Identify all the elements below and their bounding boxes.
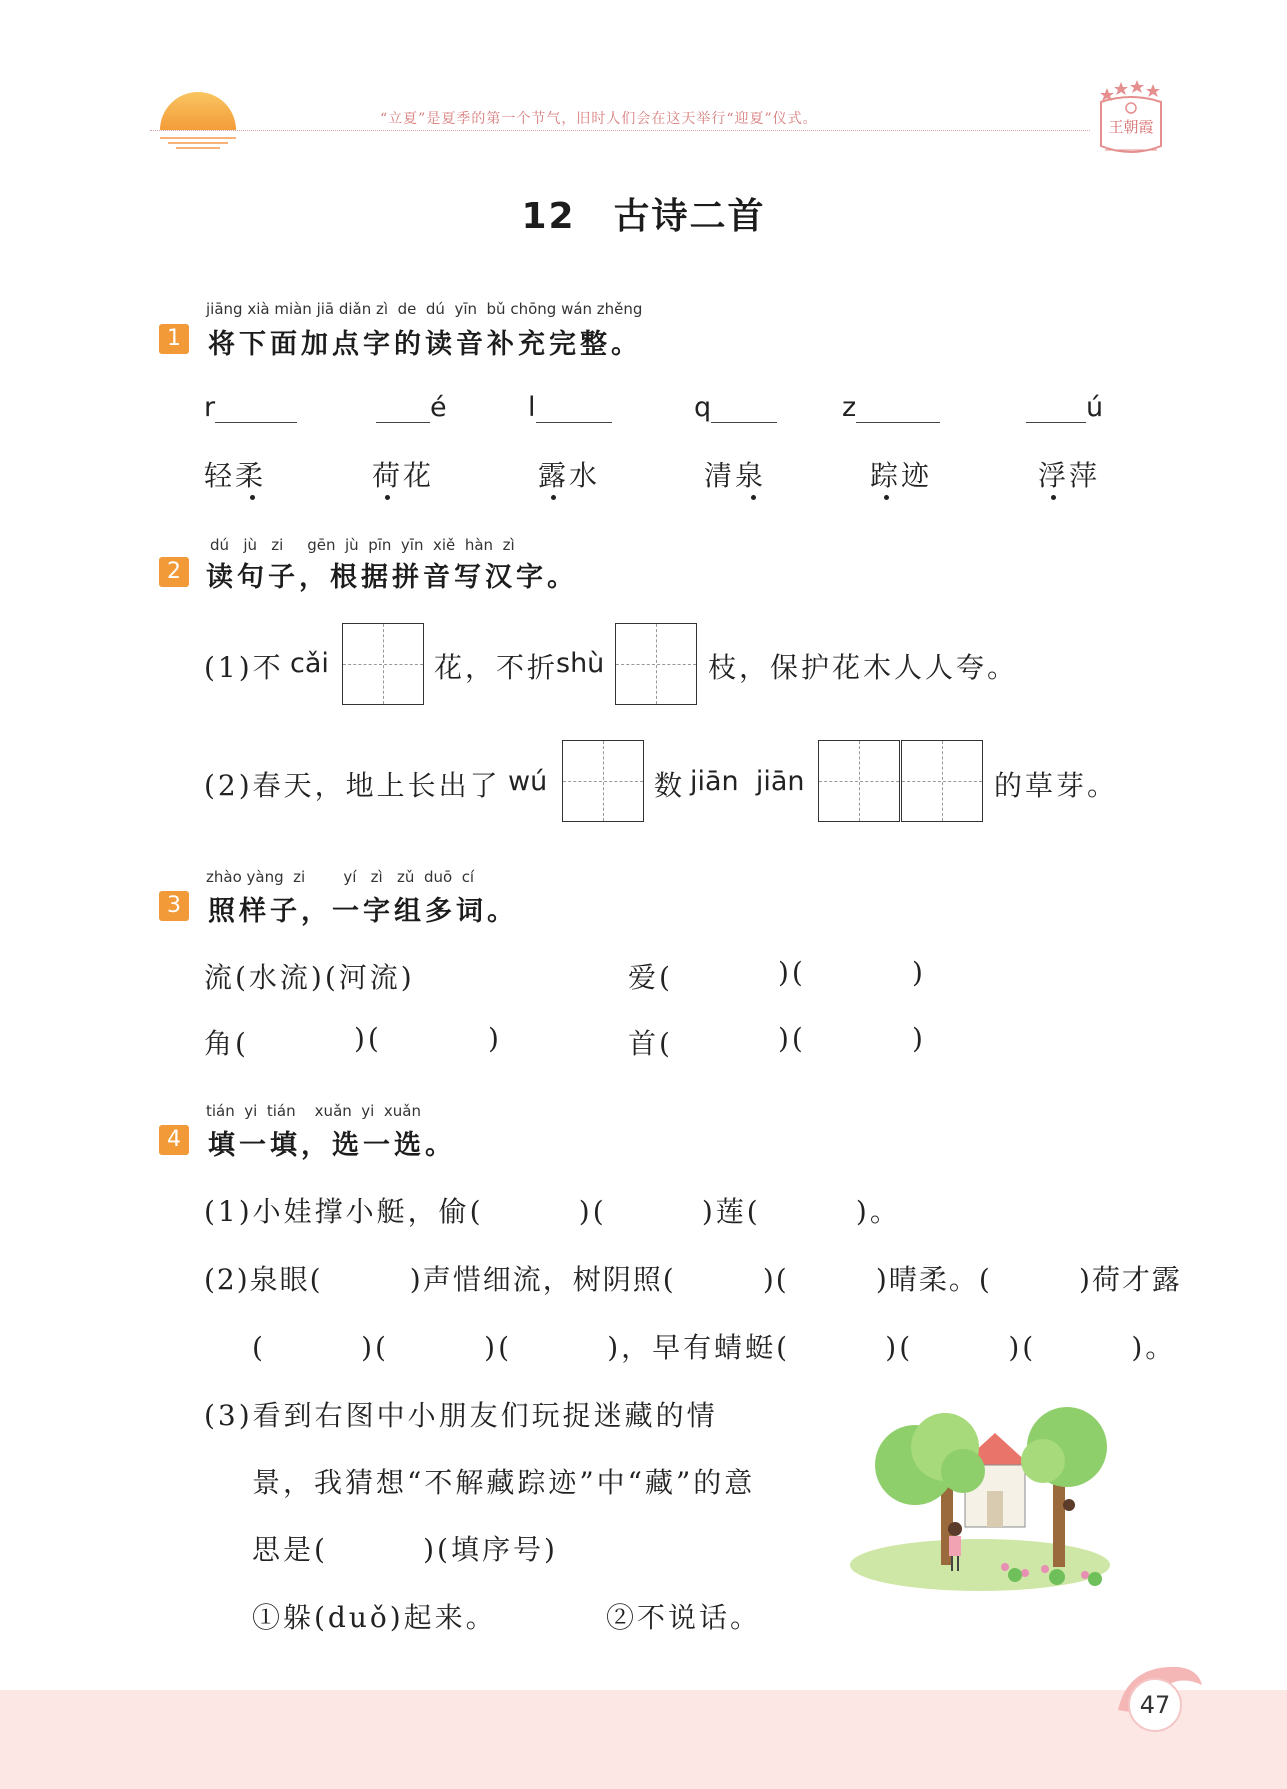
horizon-lines-icon (160, 134, 236, 152)
q1-number-badge: 1 (159, 324, 189, 354)
q2-s1-pinyin-2: shù (556, 648, 605, 679)
q4-line-5: 景，我猜想“不解藏踪迹”中“藏”的意 (252, 1466, 756, 1499)
q2-s2-pinyin-1: wú (508, 766, 548, 797)
emphasis-dot (250, 495, 255, 500)
q3-number-badge: 3 (159, 891, 189, 921)
q2-pinyin: dú jù zi gēn jù pīn yīn xiě hàn zì (210, 536, 515, 554)
q4-option-1: ①躲(duǒ)起来。 (252, 1601, 497, 1634)
q3-item-jiao-end[interactable]: ) (488, 1022, 502, 1055)
q4-line-2: (2)泉眼( )声惜细流，树阴照( )( )晴柔。( )荷才露 (204, 1263, 1182, 1296)
header-note: “立夏”是夏季的第一个节气，旧时人们会在这天举行“迎夏”仪式。 (380, 111, 818, 127)
lesson-title (0, 188, 1287, 239)
q2-s2-pinyin-2: jiān jiān (690, 766, 805, 797)
q1-blank-3[interactable]: l (528, 392, 612, 423)
q2-s2-char-box-1[interactable] (562, 740, 644, 822)
emphasis-dot (385, 495, 390, 500)
q1-blank-4[interactable]: q (694, 392, 777, 423)
q3-pinyin: zhào yàng zi yí zì zǔ duō cí (206, 868, 475, 886)
q3-instruction: 照样子，一字组多词。 (208, 896, 518, 927)
q3-item-jiao: 角( (204, 1027, 249, 1060)
q3-item-ai-mid[interactable]: )( (778, 956, 806, 989)
emphasis-dot (884, 495, 889, 500)
emphasis-dot (751, 495, 756, 500)
q3-item-ai: 爱( (628, 961, 673, 994)
q2-s1-char-box-1[interactable] (342, 623, 424, 705)
q3-item-shou-end[interactable]: ) (912, 1022, 926, 1055)
sunset-logo-icon (160, 92, 236, 130)
q3-example: 流(水流)(河流) (204, 961, 415, 994)
q2-s2-char-box-3[interactable] (901, 740, 983, 822)
lesson-number: 12 (521, 196, 576, 237)
q4-number-badge: 4 (159, 1125, 189, 1155)
q4-line-3: ( )( )( )，早有蜻蜓( )( )( )。 (252, 1331, 1177, 1364)
page-footer-band (0, 1690, 1287, 1789)
q2-s1-char-box-2[interactable] (615, 623, 697, 705)
q1-blank-5[interactable]: z (842, 392, 940, 423)
q2-s1-part-b: 花，不折 (434, 651, 559, 684)
q2-instruction: 读句子，根据拼音写汉字。 (206, 562, 578, 593)
q2-s1-part-a: (1)不 (204, 651, 284, 684)
author-seal-logo (1095, 78, 1167, 162)
q1-word-1: 轻柔 (204, 459, 267, 492)
q1-instruction: 将下面加点字的读音补充完整。 (208, 329, 642, 360)
svg-text:王朝霞: 王朝霞 (1108, 118, 1154, 136)
q2-number-badge: 2 (159, 557, 189, 587)
q1-word-3: 露水 (538, 459, 601, 492)
q1-word-5: 踪迹 (870, 459, 933, 492)
q1-blank-6[interactable]: ú (1026, 392, 1103, 423)
hide-and-seek-illustration (845, 1405, 1115, 1595)
q1-word-4: 清泉 (704, 459, 767, 492)
q4-line-1: (1)小娃撑小艇，偷( )( )莲( )。 (204, 1195, 901, 1228)
q4-pinyin: tián yi tián xuǎn yi xuǎn (206, 1102, 421, 1120)
q4-line-4: (3)看到右图中小朋友们玩捉迷藏的情 (204, 1399, 718, 1432)
header-divider (150, 130, 1090, 131)
q2-s2-part-b: 数 (654, 769, 686, 802)
q1-blank-2[interactable]: é (376, 392, 447, 423)
q3-item-shou-mid[interactable]: )( (778, 1022, 806, 1055)
q1-blank-1[interactable]: r (204, 392, 297, 423)
q3-item-jiao-mid[interactable]: )( (354, 1022, 382, 1055)
page-number: 47 (1128, 1678, 1182, 1732)
emphasis-dot (1051, 495, 1056, 500)
q4-instruction: 填一填，选一选。 (208, 1130, 456, 1161)
lesson-title-text: 古诗二首 (613, 196, 766, 237)
q2-s2-char-box-2[interactable] (818, 740, 900, 822)
emphasis-dot (551, 495, 556, 500)
q4-line-6: 思是( )(填序号) (252, 1533, 558, 1566)
q2-s1-pinyin-1: cǎi (290, 648, 329, 679)
q1-pinyin: jiāng xià miàn jiā diǎn zì de dú yīn bǔ chōng wán zhěng (206, 300, 643, 318)
q2-s2-part-a: (2)春天，地上长出了 (204, 769, 501, 802)
q3-item-shou: 首( (628, 1027, 673, 1060)
q2-s1-part-c: 枝，保护花木人人夸。 (708, 651, 1019, 684)
q2-s2-part-c: 的草芽。 (994, 769, 1119, 802)
q3-item-ai-end[interactable]: ) (912, 956, 926, 989)
q1-word-2: 荷花 (372, 459, 435, 492)
q1-word-6: 浮萍 (1038, 459, 1101, 492)
q4-option-2: ②不说话。 (606, 1601, 762, 1634)
